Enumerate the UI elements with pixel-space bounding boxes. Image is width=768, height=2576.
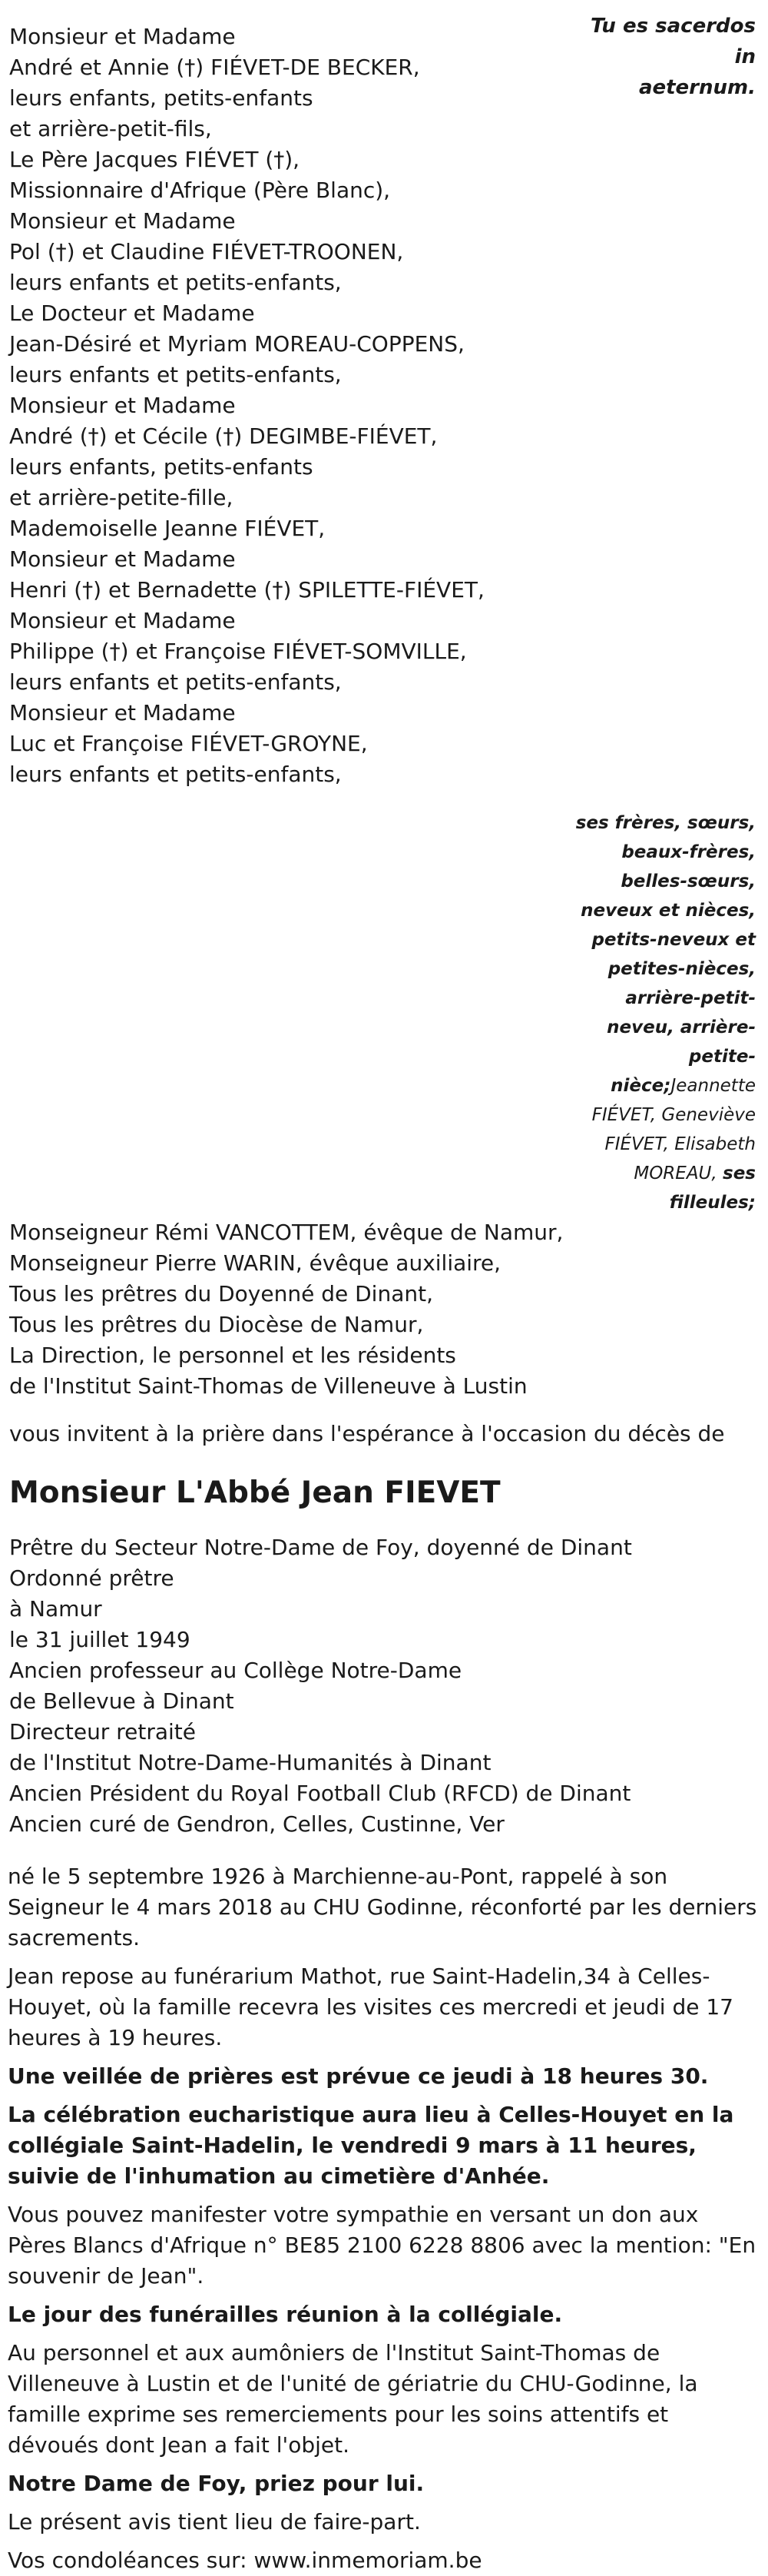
family-line: Monsieur et Madame: [9, 546, 236, 572]
family-line: Luc et Françoise FIÉVET-GROYNE,: [9, 731, 368, 756]
deceased-name: Monsieur L'Abbé Jean FIEVET: [9, 1476, 501, 1510]
invitation-text: vous invitent à la prière dans l'espérance à l'occasion du décès de: [9, 1421, 725, 1446]
family-line: Jean-Désiré et Myriam MOREAU-COPPENS,: [9, 331, 465, 357]
family-line: Monsieur et Madame: [9, 208, 236, 234]
family-line: leurs enfants et petits-enfants,: [9, 669, 342, 695]
family-line: leurs enfants et petits-enfants,: [9, 362, 342, 387]
family-line: Monsieur et Madame: [9, 608, 236, 633]
prayer-paragraph: Notre Dame de Foy, priez pour lui.: [8, 2471, 425, 2496]
family-line: leurs enfants et petits-enfants,: [9, 762, 342, 787]
family-line: Le Docteur et Madame: [9, 300, 255, 326]
motto-line: aeternum.: [638, 76, 756, 99]
family-line: leurs enfants, petits-enfants: [9, 85, 313, 111]
clergy-line: Monseigneur Pierre WARIN, évêque auxiliaire,: [9, 1250, 502, 1276]
family-line: Monsieur et Madame: [9, 393, 236, 418]
relations-block: [575, 808, 756, 1217]
thanks-paragraph: Au personnel et aux aumôniers de l'Institut Saint-Thomas de Villeneuve à Lustin et de l'unité de gériatrie du CHU-Godinne, la famille exprime ses remerciements pour les soins attentifs et dévoués dont Jean a fait l'objet.: [8, 2340, 698, 2458]
funeral-home-paragraph: Jean repose au funérarium Mathot, rue Saint-Hadelin,34 à Celles-Houyet, où la famille recevra les visites ces mercredi et jeudi de 17 heures à 19 heures.: [8, 1964, 733, 2050]
clergy-line: de l'Institut Saint-Thomas de Villeneuve à Lustin: [9, 1373, 528, 1399]
notice-paragraphs: [0, 1861, 768, 2576]
family-line: Le Père Jacques FIÉVET (†),: [9, 147, 300, 172]
notice-paragraph: Le présent avis tient lieu de faire-part.: [8, 2509, 421, 2535]
career-line: Ancien Président du Royal Football Club (RFCD) de Dinant: [9, 1781, 631, 1806]
condolences-paragraph: Vos condoléances sur: www.inmemoriam.be: [8, 2548, 482, 2573]
family-line: leurs enfants, petits-enfants: [9, 454, 313, 480]
career-line: de l'Institut Notre-Dame-Humanités à Dinant: [9, 1750, 492, 1775]
family-line: leurs enfants et petits-enfants,: [9, 270, 342, 295]
career-line: Ordonné prêtre: [9, 1565, 174, 1591]
relations-text: ses frères, sœurs, beaux-frères, belles-sœurs, neveux et nièces, petits-neveux et petites-nièces, arrière-petit-neveu, arrière-petite-nièce;: [575, 813, 756, 1096]
family-line: Monsieur et Madame: [9, 700, 236, 725]
relations-goddaughters: ses filleules;: [669, 1164, 756, 1213]
family-line: André (†) et Cécile (†) DEGIMBE-FIÉVET,: [9, 423, 438, 449]
clergy-line: Tous les prêtres du Diocèse de Namur,: [9, 1312, 424, 1337]
career-line: Prêtre du Secteur Notre-Dame de Foy, doyenné de Dinant: [9, 1535, 632, 1560]
career-list: [0, 1532, 768, 1840]
clergy-list: [0, 1217, 768, 1402]
latin-motto: [579, 11, 756, 103]
celebration-paragraph: La célébration eucharistique aura lieu à Celles-Houyet en la collégiale Saint-Hadelin, le vendredi 9 mars à 11 heures, suivie de l'inhumation au cimetière d'Anhée.: [8, 2102, 734, 2189]
family-line: Missionnaire d'Afrique (Père Blanc),: [9, 178, 391, 203]
career-line: le 31 juillet 1949: [9, 1627, 190, 1652]
family-line: André et Annie (†) FIÉVET-DE BECKER,: [9, 55, 420, 80]
motto-line: Tu es sacerdos in: [591, 15, 756, 68]
clergy-line: La Direction, le personnel et les résidents: [9, 1343, 456, 1368]
career-line: de Bellevue à Dinant: [9, 1688, 234, 1714]
family-line: Mademoiselle Jeanne FIÉVET,: [9, 516, 326, 541]
family-line: et arrière-petit-fils,: [9, 116, 212, 141]
career-line: à Namur: [9, 1596, 102, 1622]
family-line: Henri (†) et Bernadette (†) SPILETTE-FIÉVET,: [9, 577, 485, 603]
funeral-meeting-paragraph: Le jour des funérailles réunion à la collégiale.: [8, 2302, 563, 2327]
career-line: Directeur retraité: [9, 1719, 196, 1744]
relations-names: Jeannette FIÉVET, Geneviève FIÉVET, Elisabeth MOREAU,: [591, 1076, 756, 1183]
vigil-paragraph: Une veillée de prières est prévue ce jeudi à 18 heures 30.: [8, 2063, 709, 2089]
family-line: Philippe (†) et Françoise FIÉVET-SOMVILLE,: [9, 639, 467, 664]
birth-death-paragraph: né le 5 septembre 1926 à Marchienne-au-Pont, rappelé à son Seigneur le 4 mars 2018 au CHU Godinne, réconforté par les derniers sacrements.: [8, 1864, 757, 1950]
donation-paragraph: Vous pouvez manifester votre sympathie en versant un don aux Pères Blancs d'Afrique n° BE85 2100 6228 8806 avec la mention: "En souvenir de Jean".: [8, 2202, 756, 2289]
family-section: [0, 0, 768, 790]
clergy-line: Tous les prêtres du Doyenné de Dinant,: [9, 1281, 433, 1306]
family-list: [9, 22, 759, 790]
career-line: Ancien curé de Gendron, Celles, Custinne, Ver: [9, 1811, 505, 1837]
family-line: et arrière-petite-fille,: [9, 485, 233, 510]
family-line: Pol (†) et Claudine FIÉVET-TROONEN,: [9, 239, 404, 264]
clergy-line: Monseigneur Rémi VANCOTTEM, évêque de Namur,: [9, 1220, 564, 1245]
career-line: Ancien professeur au Collège Notre-Dame: [9, 1658, 462, 1683]
family-line: Monsieur et Madame: [9, 24, 236, 49]
